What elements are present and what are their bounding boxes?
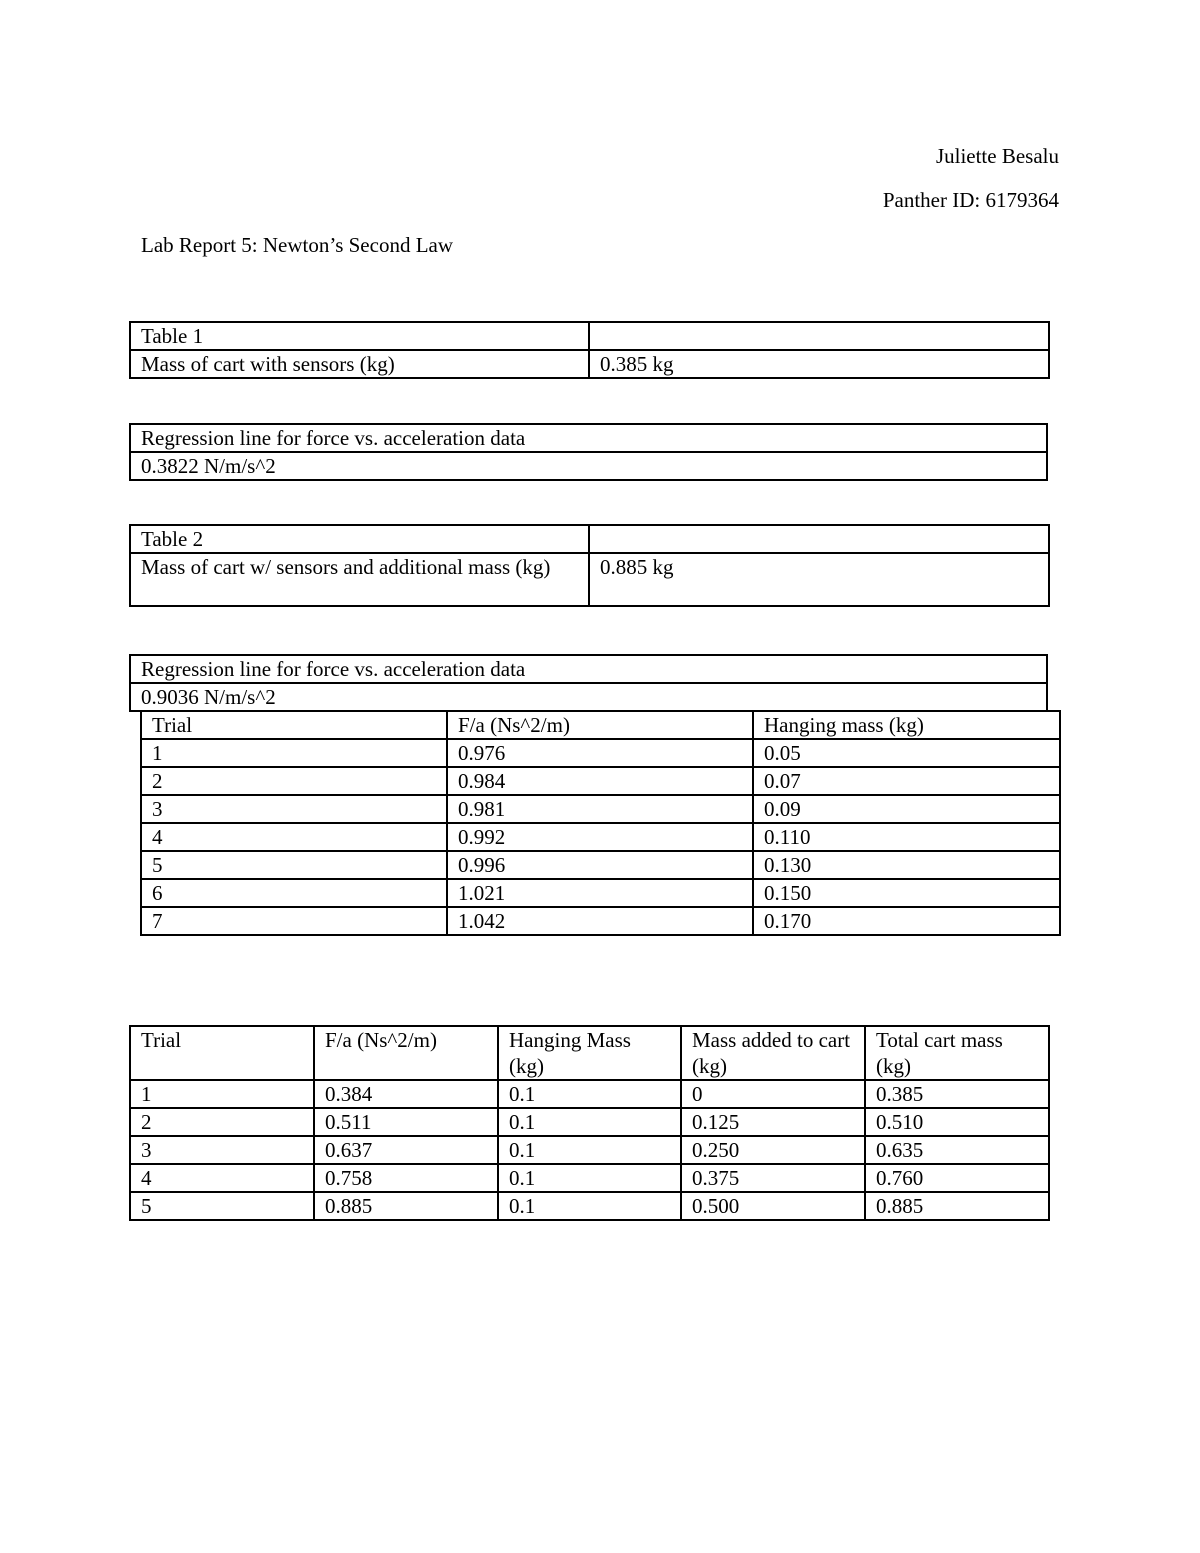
table-row [130, 1080, 1049, 1108]
table-row [130, 1136, 1049, 1164]
table-1 [129, 321, 1050, 379]
table-cell: 0.992 [447, 823, 753, 851]
table-row [130, 655, 1047, 683]
table-cell: 0.07 [753, 767, 1060, 795]
table-row [141, 851, 1060, 879]
regression-2-label: Regression line for force vs. acceleration data [130, 655, 1047, 683]
author-name: Juliette Besalu [935, 144, 1059, 168]
table-cell: 0.511 [314, 1108, 498, 1136]
table-cell: 0.976 [447, 739, 753, 767]
table-row [141, 879, 1060, 907]
table-cell-empty [589, 322, 1049, 350]
table-cell: 0.130 [753, 851, 1060, 879]
table-row [130, 1164, 1049, 1192]
table-row [141, 795, 1060, 823]
table-cell: 0.635 [865, 1136, 1049, 1164]
table-cell: 0.385 [865, 1080, 1049, 1108]
table-cell: 1 [130, 1080, 314, 1108]
table-cell: 2 [130, 1108, 314, 1136]
table-cell: 3 [130, 1136, 314, 1164]
column-header: Mass added to cart (kg) [681, 1026, 865, 1080]
table-header-row [141, 711, 1060, 739]
column-header: F/a (Ns^2/m) [447, 711, 753, 739]
table-2-row-value: 0.885 kg [589, 553, 1049, 606]
table-cell: 3 [141, 795, 447, 823]
table-row [130, 683, 1047, 711]
table-cell: 0.1 [498, 1136, 681, 1164]
table-cell: 0.996 [447, 851, 753, 879]
table-cell: 0.1 [498, 1164, 681, 1192]
table-cell: 0.170 [753, 907, 1060, 935]
table-row [141, 767, 1060, 795]
column-header: Total cart mass (kg) [865, 1026, 1049, 1080]
table-cell: 0.150 [753, 879, 1060, 907]
table-cell: 0.05 [753, 739, 1060, 767]
table-cell: 7 [141, 907, 447, 935]
regression-table-1 [129, 423, 1048, 481]
table-1-row-value: 0.385 kg [589, 350, 1049, 378]
table-cell: 0.1 [498, 1080, 681, 1108]
table-row [141, 823, 1060, 851]
table-row [130, 424, 1047, 452]
table-header-row [130, 1026, 1049, 1080]
table-row [141, 739, 1060, 767]
table-cell: 0.885 [314, 1192, 498, 1220]
table-cell: 0.758 [314, 1164, 498, 1192]
table-cell: 2 [141, 767, 447, 795]
table-row [130, 322, 1049, 350]
table-1-label: Table 1 [130, 322, 589, 350]
table-cell: 0.375 [681, 1164, 865, 1192]
table-row [130, 452, 1047, 480]
table-cell: 0.110 [753, 823, 1060, 851]
table-1-row-label: Mass of cart with sensors (kg) [130, 350, 589, 378]
table-cell: 0.760 [865, 1164, 1049, 1192]
trials-table-1 [140, 710, 1061, 936]
table-cell: 1.021 [447, 879, 753, 907]
table-cell: 4 [130, 1164, 314, 1192]
table-row [130, 350, 1049, 378]
regression-1-value: 0.3822 N/m/s^2 [130, 452, 1047, 480]
trials-table-2 [129, 1025, 1050, 1221]
table-cell: 0.09 [753, 795, 1060, 823]
report-title: Lab Report 5: Newton’s Second Law [141, 233, 454, 257]
table-cell: 0.1 [498, 1192, 681, 1220]
table-row [130, 1192, 1049, 1220]
column-header: Hanging mass (kg) [753, 711, 1060, 739]
table-cell: 0.250 [681, 1136, 865, 1164]
table-cell: 0.384 [314, 1080, 498, 1108]
table-cell: 0.125 [681, 1108, 865, 1136]
panther-id: Panther ID: 6179364 [882, 188, 1059, 212]
table-cell: 0.1 [498, 1108, 681, 1136]
table-cell: 5 [141, 851, 447, 879]
column-header: F/a (Ns^2/m) [314, 1026, 498, 1080]
table-cell: 6 [141, 879, 447, 907]
table-cell: 0.500 [681, 1192, 865, 1220]
table-cell: 1.042 [447, 907, 753, 935]
column-header: Trial [130, 1026, 314, 1080]
table-2-label: Table 2 [130, 525, 589, 553]
regression-table-2 [129, 654, 1048, 712]
table-row [141, 907, 1060, 935]
table-cell: 0 [681, 1080, 865, 1108]
table-row [130, 553, 1049, 606]
table-cell: 5 [130, 1192, 314, 1220]
table-cell: 0.984 [447, 767, 753, 795]
regression-1-label: Regression line for force vs. acceleration data [130, 424, 1047, 452]
table-cell: 1 [141, 739, 447, 767]
table-cell-empty [589, 525, 1049, 553]
regression-2-value: 0.9036 N/m/s^2 [130, 683, 1047, 711]
table-row [130, 525, 1049, 553]
table-2-row-label: Mass of cart w/ sensors and additional mass (kg) [130, 553, 589, 606]
table-row [130, 1108, 1049, 1136]
column-header: Hanging Mass (kg) [498, 1026, 681, 1080]
table-2 [129, 524, 1050, 607]
table-cell: 0.637 [314, 1136, 498, 1164]
column-header: Trial [141, 711, 447, 739]
table-cell: 4 [141, 823, 447, 851]
table-cell: 0.885 [865, 1192, 1049, 1220]
table-cell: 0.981 [447, 795, 753, 823]
table-cell: 0.510 [865, 1108, 1049, 1136]
